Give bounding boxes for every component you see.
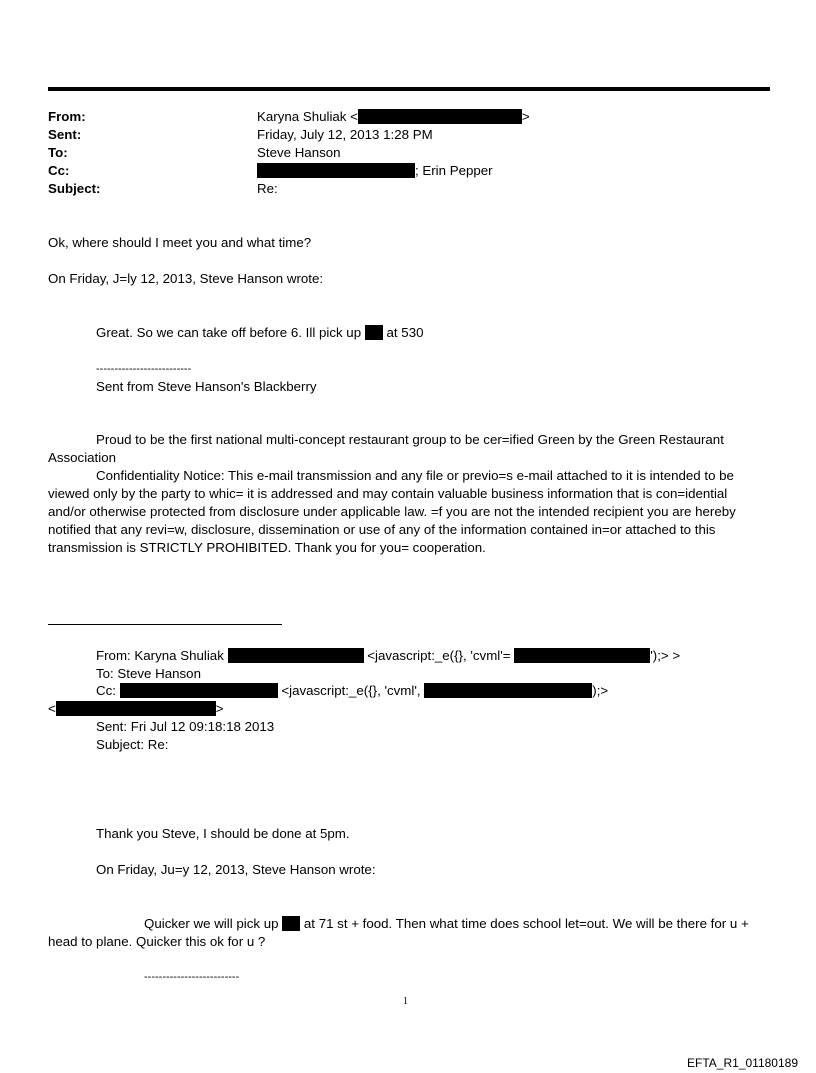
quote-text: Quicker we will pick up [144, 916, 279, 931]
from-value [257, 108, 530, 126]
to-value: Steve Hanson [257, 145, 341, 160]
header-rule [48, 87, 770, 91]
confidentiality-line: viewed only by the party to whic= it is addressed and may contain valuable business information that is con=idential [48, 486, 728, 501]
redaction-box [228, 648, 364, 663]
body-line: Ok, where should I meet you and what time? [48, 235, 312, 250]
from-label: From: [48, 109, 86, 124]
redaction-box [282, 916, 300, 931]
fwd-cc-label: Cc: [96, 683, 116, 698]
redaction-box [56, 701, 216, 716]
cc-label: Cc: [48, 163, 70, 178]
fwd-js-text: <javascript:_e({}, 'cvml', [281, 683, 421, 698]
redaction-box [120, 683, 278, 698]
lt-symbol: < [48, 701, 56, 716]
page-number: 1 [403, 996, 408, 1007]
gt-symbol: > [215, 701, 224, 716]
quote-text: at 530 [386, 325, 424, 340]
subject-value: Re: [257, 181, 278, 196]
document-id: EFTA_R1_01180189 [687, 1056, 798, 1070]
quote-text: Great. So we can take off before 6. Ill pick up [96, 325, 362, 340]
to-label: To: [48, 145, 68, 160]
fwd-from-label: From: Karyna Shuliak [96, 648, 224, 663]
fwd-from-line [96, 647, 680, 665]
fwd-body-line: Thank you Steve, I should be done at 5pm. [96, 826, 350, 841]
proud-line: Proud to be the first national multi-concept restaurant group to be cer=ified Green by the Green Restaurant [96, 432, 724, 447]
sent-from-line: Sent from Steve Hanson's Blackberry [96, 379, 317, 394]
fwd-body-line: On Friday, Ju=y 12, 2013, Steve Hanson wrote: [96, 862, 376, 877]
cc-suffix: ; Erin Pepper [415, 163, 493, 178]
separator-rule [48, 624, 282, 625]
redaction-box [424, 683, 592, 698]
fwd-js-text: <javascript:_e({}, 'cvml'= [367, 648, 511, 663]
confidentiality-line: Confidentiality Notice: This e-mail transmission and any file or previo=s e-mail attached to it is intended to be [96, 468, 734, 483]
from-close: > [521, 109, 530, 124]
fwd-cc-line [96, 682, 608, 700]
redaction-box [257, 163, 415, 178]
cc-value [257, 162, 493, 180]
fwd-js-end: );> [592, 683, 609, 698]
fwd-subject-line: Subject: Re: [96, 737, 169, 752]
redaction-box [358, 109, 522, 124]
dash-separator: -------------------------- [144, 971, 240, 983]
quote-line [96, 324, 424, 342]
quicker-line [144, 915, 749, 933]
fwd-js-end: ');> > [650, 648, 681, 663]
fwd-sent-line: Sent: Fri Jul 12 09:18:18 2013 [96, 719, 275, 734]
body-line: On Friday, J=ly 12, 2013, Steve Hanson wrote: [48, 271, 324, 286]
fwd-cc-continuation [48, 700, 224, 718]
subject-label: Subject: [48, 181, 101, 196]
fwd-to-line: To: Steve Hanson [96, 666, 201, 681]
quicker-line: head to plane. Quicker this ok for u ? [48, 934, 266, 949]
dash-separator: -------------------------- [96, 363, 192, 375]
quote-text: at 71 st + food. Then what time does school let=out. We will be there for u + [303, 916, 749, 931]
sent-label: Sent: [48, 127, 82, 142]
sent-value: Friday, July 12, 2013 1:28 PM [257, 127, 433, 142]
confidentiality-line: transmission is STRICTLY PROHIBITED. Thank you for you= cooperation. [48, 540, 486, 555]
from-name: Karyna Shuliak < [257, 109, 358, 124]
redaction-box [365, 325, 383, 340]
confidentiality-line: notified that any revi=w, disclosure, dissemination or use of any of the information contained in=or attached to this [48, 522, 716, 537]
redaction-box [514, 648, 650, 663]
confidentiality-line: and/or otherwise protected from disclosure under applicable law. =f you are not the intended recipient you are hereby [48, 504, 736, 519]
proud-line: Association [48, 450, 116, 465]
